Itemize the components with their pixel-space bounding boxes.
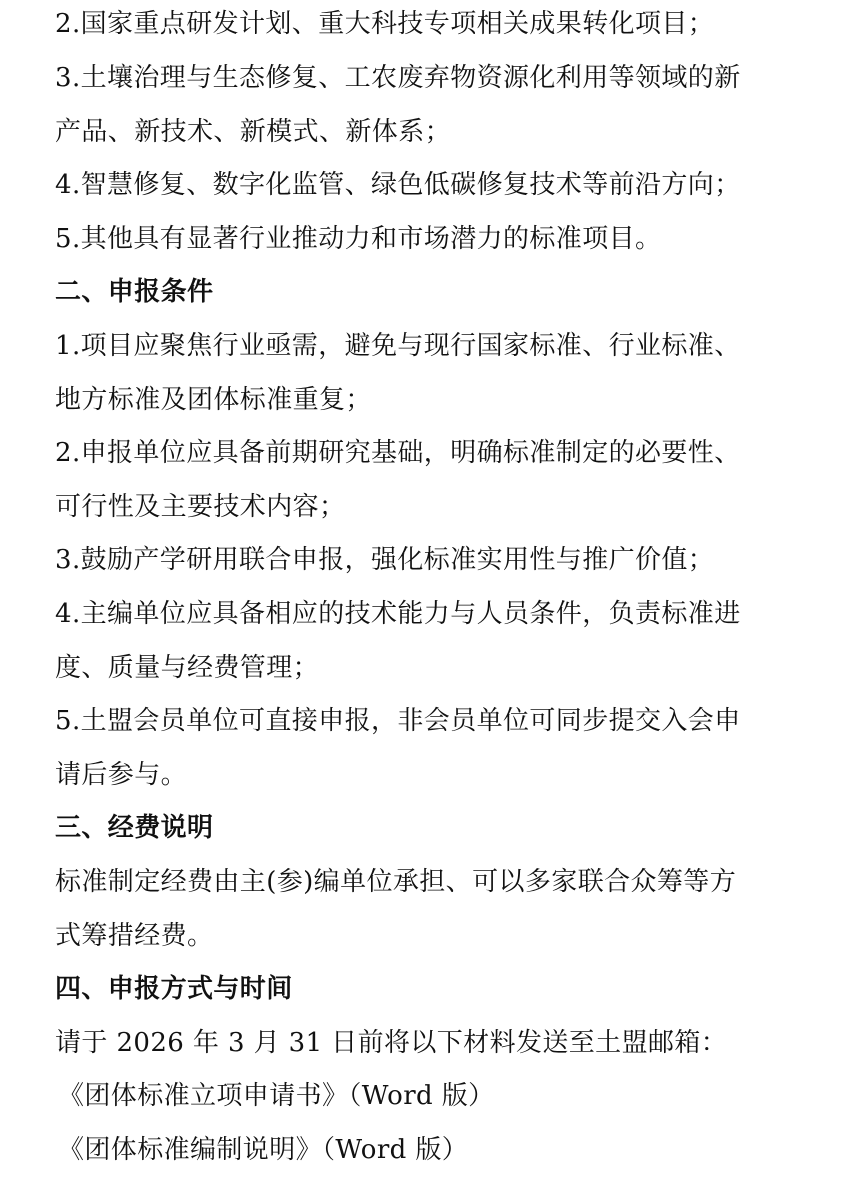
condition-1-line-1: 1.项目应聚焦行业亟需，避免与现行国家标准、行业标准、 [55, 331, 741, 361]
condition-1-line-2: 地方标准及团体标准重复； [55, 385, 372, 415]
focus-item-3-line-2: 产品、新技术、新模式、新体系； [55, 117, 452, 147]
material-item: 《团体标准编制说明》（Word 版） [58, 1135, 469, 1165]
section-3-heading: 三、经费说明 [55, 813, 214, 843]
condition-4-line-2: 度、质量与经费管理； [55, 653, 320, 683]
material-item: 《团体标准立项申请书》（Word 版） [58, 1081, 495, 1111]
condition-5-line-2: 请后参与。 [55, 760, 188, 790]
focus-item-5: 5.其他具有显著行业推动力和市场潜力的标准项目。 [55, 224, 662, 254]
funding-text-line-2: 式筹措经费。 [55, 921, 214, 951]
submission-deadline-text: 请于 2026 年 3 月 31 日前将以下材料发送至土盟邮箱： [55, 1028, 728, 1058]
condition-2-line-1: 2.申报单位应具备前期研究基础，明确标准制定的必要性、 [55, 438, 741, 468]
condition-4-line-1: 4.主编单位应具备相应的技术能力与人员条件，负责标准进 [55, 599, 741, 629]
focus-item-4: 4.智慧修复、数字化监管、绿色低碳修复技术等前沿方向； [55, 170, 741, 200]
condition-2-line-2: 可行性及主要技术内容； [55, 492, 346, 522]
condition-5-line-1: 5.土盟会员单位可直接申报，非会员单位可同步提交入会申 [55, 706, 741, 736]
section-2-heading: 二、申报条件 [55, 277, 214, 307]
funding-text-line-1: 标准制定经费由主(参)编单位承担、可以多家联合众筹等方 [55, 867, 737, 897]
condition-3: 3.鼓励产学研用联合申报，强化标准实用性与推广价值； [55, 545, 715, 575]
focus-item-3-line-1: 3.土壤治理与生态修复、工农废弃物资源化利用等领域的新 [55, 63, 741, 93]
section-4-heading: 四、申报方式与时间 [55, 974, 293, 1004]
focus-item-2: 2.国家重点研发计划、重大科技专项相关成果转化项目； [55, 9, 715, 39]
